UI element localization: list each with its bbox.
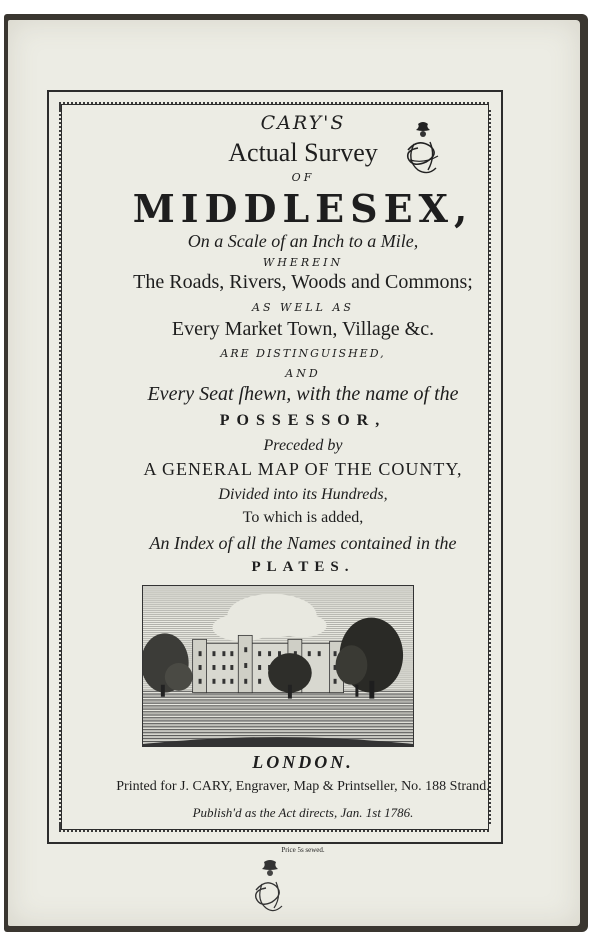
monogram-crest-icon <box>250 858 290 918</box>
country-house-engraving <box>142 585 414 747</box>
text-market-town: Every Market Town, Village &c. <box>171 318 435 340</box>
text-distinguished: ARE DISTINGUISHED, <box>220 347 386 360</box>
title-actual-survey: Actual Survey <box>228 138 378 167</box>
text-wherein: WHEREIN <box>262 256 344 269</box>
text-and: AND <box>285 367 321 380</box>
title-of: OF <box>291 171 315 184</box>
text-every-seat: Every Seat ſhewn, with the name of the <box>147 383 459 405</box>
text-plates: PLATES. <box>251 559 355 575</box>
imprint-date: Publish'd as the Act directs, Jan. 1st 1786. <box>192 805 414 820</box>
text-general-map: A GENERAL MAP OF THE COUNTY, <box>143 459 463 479</box>
text-preceded-by: Preceded by <box>263 437 343 454</box>
text-index: An Index of all the Names contained in the <box>149 533 457 553</box>
subtitle-scale: On a Scale of an Inch to a Mile, <box>187 231 419 251</box>
text-as-well-as: AS WELL AS <box>252 301 354 314</box>
title-middlesex: MIDDLESEX, <box>132 186 474 231</box>
text-possessor: POSSESSOR, <box>219 412 387 429</box>
text-to-which: To which is added, <box>242 509 364 526</box>
title-carys: CARY'S <box>260 112 346 134</box>
text-roads-rivers: The Roads, Rivers, Woods and Commons; <box>133 271 473 293</box>
price-note: Price 5s sewed. <box>281 846 325 854</box>
imprint-city: LONDON. <box>252 752 354 772</box>
text-hundreds: Divided into its Hundreds, <box>218 486 388 503</box>
imprint-printer: Printed for J. CARY, Engraver, Map & Printseller, No. 188 Strand. <box>116 779 490 794</box>
